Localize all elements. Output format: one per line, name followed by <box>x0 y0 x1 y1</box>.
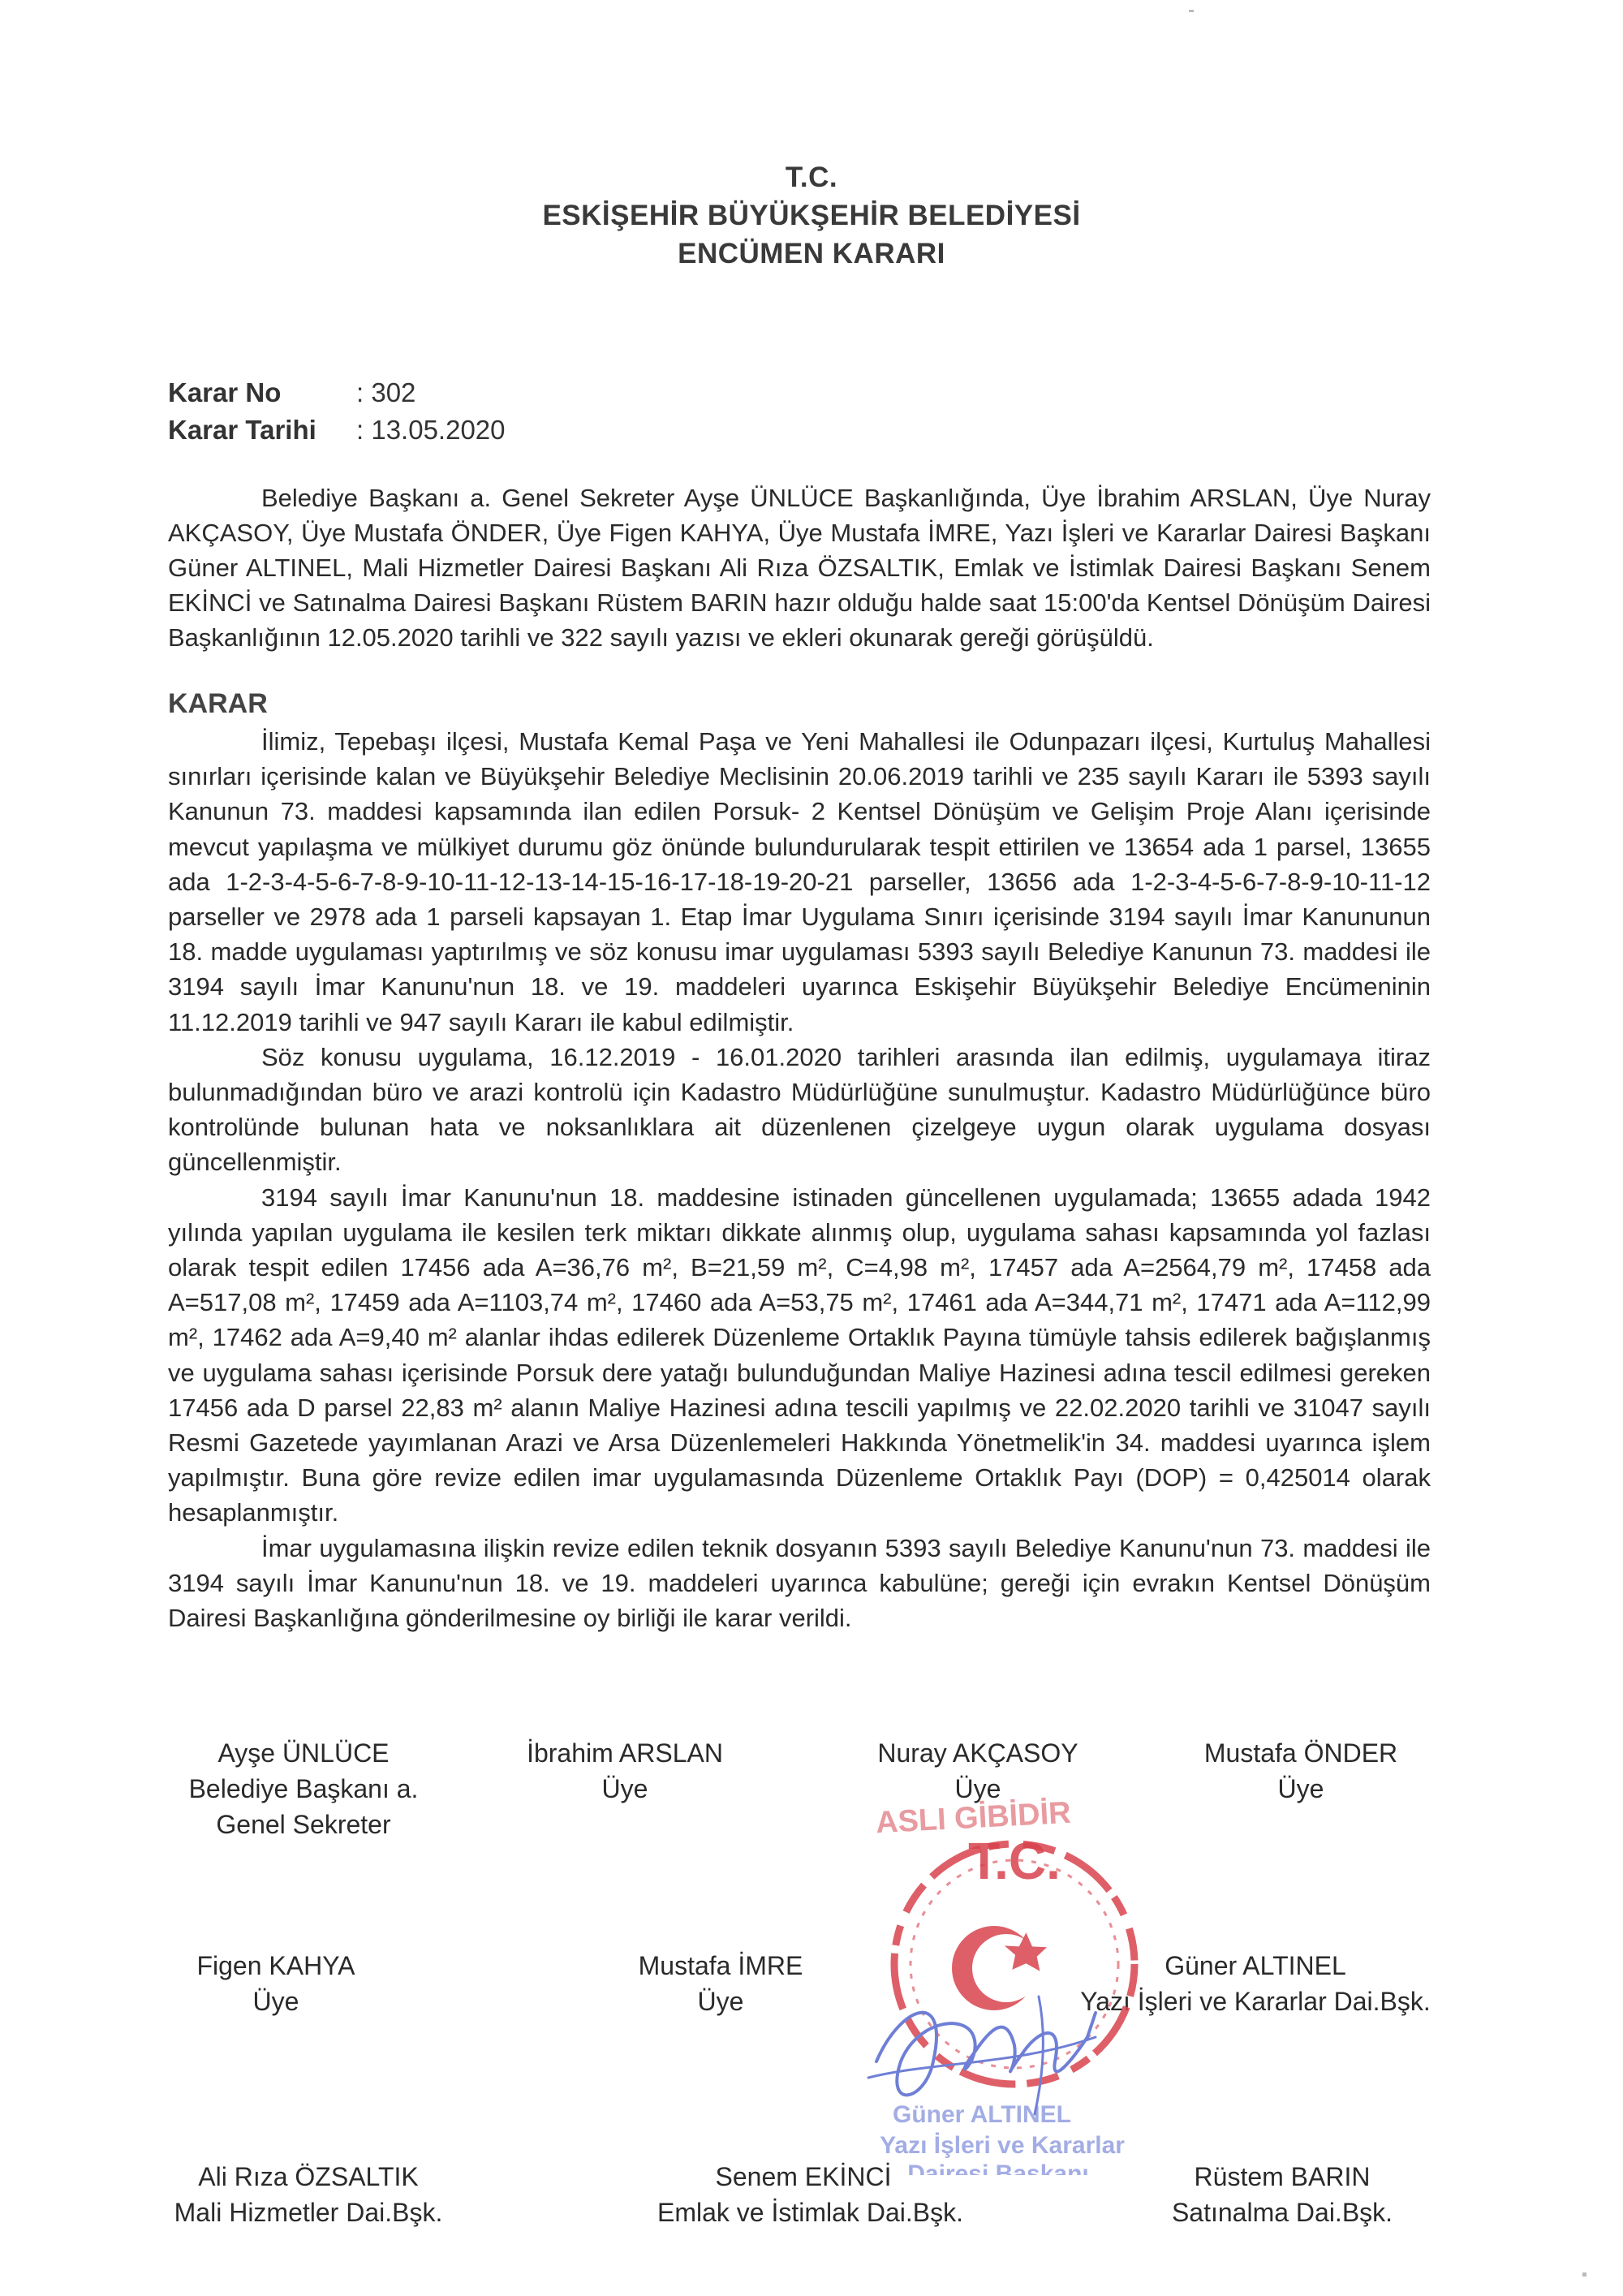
svg-text:Dairesi Başkanı: Dairesi Başkanı <box>907 2160 1089 2175</box>
signature-name: Ayşe ÜNLÜCE <box>217 1738 390 1768</box>
signature-name: Figen KAHYA <box>196 1951 355 1980</box>
decision-paragraph-3: 3194 sayılı İmar Kanunu'nun 18. maddesine istinaden güncellenen uygulamada; 13655 adada 1942 yılında yapılan uygulama ile kesilen terk miktarı dikkate alınmış olup, uygulama sahası kapsamında yol fazlası olarak tespit edilen 17456 ada A=36,76 m², B=21,59 m², C=4,98 m², 17457 ada A=2564,79 m², 17458 ada A=517,08 m², 17459 ada A=1103,74 m², 17460 ada A=53,75 m², 17461 ada A=344,71 m², 17471 ada A=112,99 m², 17462 ada A=9,40 m² alanlar ihdas edilerek Düzenleme Ortaklık Payına tümüyle tahsis edilerek bağışlanmış ve uygulama sahası içerisinde Porsuk dere yatağı bulunduğundan Maliye Hazinesi adına tescil edilmesi gereken 17456 ada D parsel 22,83 m² alanın Maliye Hazinesi adına tescili yapılmış ve 22.02.2020 tarihli ve 31047 sayılı Resmi Gazetede yayımlanan Arazi ve Arsa Düzenlemeleri Hakkında Yönetmelik'in 34. maddesi uyarınca işlem yapılmıştır. Buna göre revize edilen imar uygulamasında Düzenleme Ortaklık Payı (DOP) = 0,425014 olarak hesaplanmıştır. <box>168 1182 1431 1527</box>
signature-block-imre <box>575 1948 867 2019</box>
signature-role: Genel Sekreter <box>216 1810 391 1839</box>
signature-block-arslan <box>479 1735 771 1807</box>
header-tc: T.C. <box>785 162 838 193</box>
signature-name: Güner ALTINEL <box>1165 1951 1346 1980</box>
decision-date-value: : 13.05.2020 <box>356 415 506 445</box>
svg-text:T.C.: T.C. <box>968 1832 1061 1890</box>
signature-role: Belediye Başkanı a. <box>188 1774 419 1803</box>
signature-name: Rüstem BARIN <box>1194 2162 1371 2191</box>
scan-speck <box>1189 10 1194 12</box>
decision-number-value: : 302 <box>356 377 416 407</box>
signature-name: Mustafa İMRE <box>638 1951 803 1980</box>
signature-block-onder <box>1155 1735 1447 1807</box>
decision-date-row <box>168 411 506 449</box>
signature-block-ozsaltik <box>162 2159 454 2230</box>
signature-block-kahya <box>130 1948 422 2019</box>
intro-paragraph: Belediye Başkanı a. Genel Sekreter Ayşe ÜNLÜCE Başkanlığında, Üye İbrahim ARSLAN, Üye Nuray AKÇASOY, Üye Mustafa ÖNDER, Üye Figen KAHYA, Üye Mustafa İMRE, Yazı İşleri ve Kararlar Dairesi Başkanı Güner ALTINEL, Mali Hizmetler Dairesi Başkanı Ali Rıza ÖZSALTIK, Emlak ve İstimlak Dairesi Başkanı Senem EKİNCİ ve Satınalma Dairesi Başkanı Rüstem BARIN hazır olduğu halde saat 15:00'da Kentsel Dönüşüm Dairesi Başkanlığının 12.05.2020 tarihli ve 322 sayılı yazısı ve ekleri okunarak gereği görüşüldü. <box>168 484 1431 652</box>
signature-role: Üye <box>1277 1774 1324 1803</box>
svg-text:Güner ALTINEL: Güner ALTINEL <box>893 2101 1071 2128</box>
signature-role: Satınalma Dai.Bşk. <box>1171 2198 1393 2227</box>
official-seal <box>852 1794 1193 2175</box>
signature-name: İbrahim ARSLAN <box>527 1738 723 1768</box>
signature-name: Senem EKİNCİ <box>715 2162 892 2191</box>
signature-name: Ali Rıza ÖZSALTIK <box>198 2162 419 2191</box>
document-header <box>0 158 1623 273</box>
signature-role: Üye <box>601 1774 648 1803</box>
decision-body <box>168 724 1431 1635</box>
signature-role: Üye <box>954 1774 1001 1803</box>
header-doc-type: ENCÜMEN KARARI <box>678 238 945 269</box>
signature-name: Nuray AKÇASOY <box>877 1738 1078 1768</box>
scan-speck <box>1582 2272 1586 2277</box>
signature-role: Emlak ve İstimlak Dai.Bşk. <box>657 2198 963 2227</box>
signature-role: Üye <box>697 1987 744 2016</box>
decision-date-label: Karar Tarihi <box>168 415 316 445</box>
decision-paragraph-2: Söz konusu uygulama, 16.12.2019 - 16.01.2020 tarihleri arasında ilan edilmiş, uygulamaya itiraz bulunmadığından büro ve arazi kontrolü için Kadastro Müdürlüğüne sunulmuştur. Kadastro Müdürlüğünce büro kontrolünde bulunan hata ve noksanlıklara ait düzenlenen çizelgeye uygun olarak uygulama dosyası güncellenmiştir. <box>168 1042 1431 1177</box>
svg-text:ASLI GİBİDİR: ASLI GİBİDİR <box>875 1795 1072 1841</box>
decision-meta <box>168 374 506 449</box>
decision-number-row <box>168 374 506 411</box>
signature-name: Mustafa ÖNDER <box>1203 1738 1398 1768</box>
seal-stamp-icon <box>852 1794 1193 2175</box>
decision-paragraph-4: İmar uygulamasına ilişkin revize edilen teknik dosyanın 5393 sayılı Belediye Kanunu'nun 73. maddesi ile 3194 sayılı İmar Kanunu'nun 18. ve 19. maddeleri uyarınca kabulüne; gereği için evrakın Kentsel Dönüşüm Dairesi Başkanlığına gönderilmesine oy birliği ile karar verildi. <box>168 1533 1431 1633</box>
decision-paragraph-1: İlimiz, Tepebaşı ilçesi, Mustafa Kemal Paşa ve Yeni Mahallesi ile Odunpazarı ilçesi, Kurtuluş Mahallesi sınırları içerisinde kalan ve Büyükşehir Belediye Meclisinin 20.06.2019 tarihli ve 235 sayılı Kararı ile 5393 sayılı Kanunun 73. maddesi kapsamında ilan edilen Porsuk- 2 Kentsel Dönüşüm ve Gelişim Proje Alanı içerisinde mevcut yapılaşma ve mülkiyet durumu göz önünde bulundurularak tespit ettirilen ve 13654 ada 1 parsel, 13655 ada 1-2-3-4-5-6-7-8-9-10-11-12-13-14-15-16-17-18-19-20-21 parseller, 13656 ada 1-2-3-4-5-6-7-8-9-10-11-12 parseller ve 2978 ada 1 parseli kapsayan 1. Etap İmar Uygulama Sınırı içerisinde 3194 sayılı İmar Kanununun 18. madde uygulaması yaptırılmış ve söz konusu imar uygulaması 5393 sayılı Belediye Kanunun 73. maddesi ile 3194 sayılı İmar Kanunu'nun 18. ve 19. maddeleri uyarınca Eskişehir Büyükşehir Belediye Encümeninin 11.12.2019 tarihli ve 947 sayılı Kararı ile kabul edilmiştir. <box>168 727 1431 1036</box>
intro-section <box>168 480 1431 655</box>
signature-role: Üye <box>252 1987 299 2016</box>
signature-block-unluce <box>157 1735 450 1842</box>
decision-title: KARAR <box>168 688 268 719</box>
header-institution: ESKİŞEHİR BÜYÜKŞEHİR BELEDİYESİ <box>542 200 1081 231</box>
signature-role: Mali Hizmetler Dai.Bşk. <box>174 2198 443 2227</box>
signature-role: Yazı İşleri ve Kararlar Dai.Bşk. <box>1080 1987 1431 2016</box>
decision-number-label: Karar No <box>168 377 282 407</box>
svg-text:Yazı İşleri ve Kararlar: Yazı İşleri ve Kararlar <box>880 2132 1125 2159</box>
